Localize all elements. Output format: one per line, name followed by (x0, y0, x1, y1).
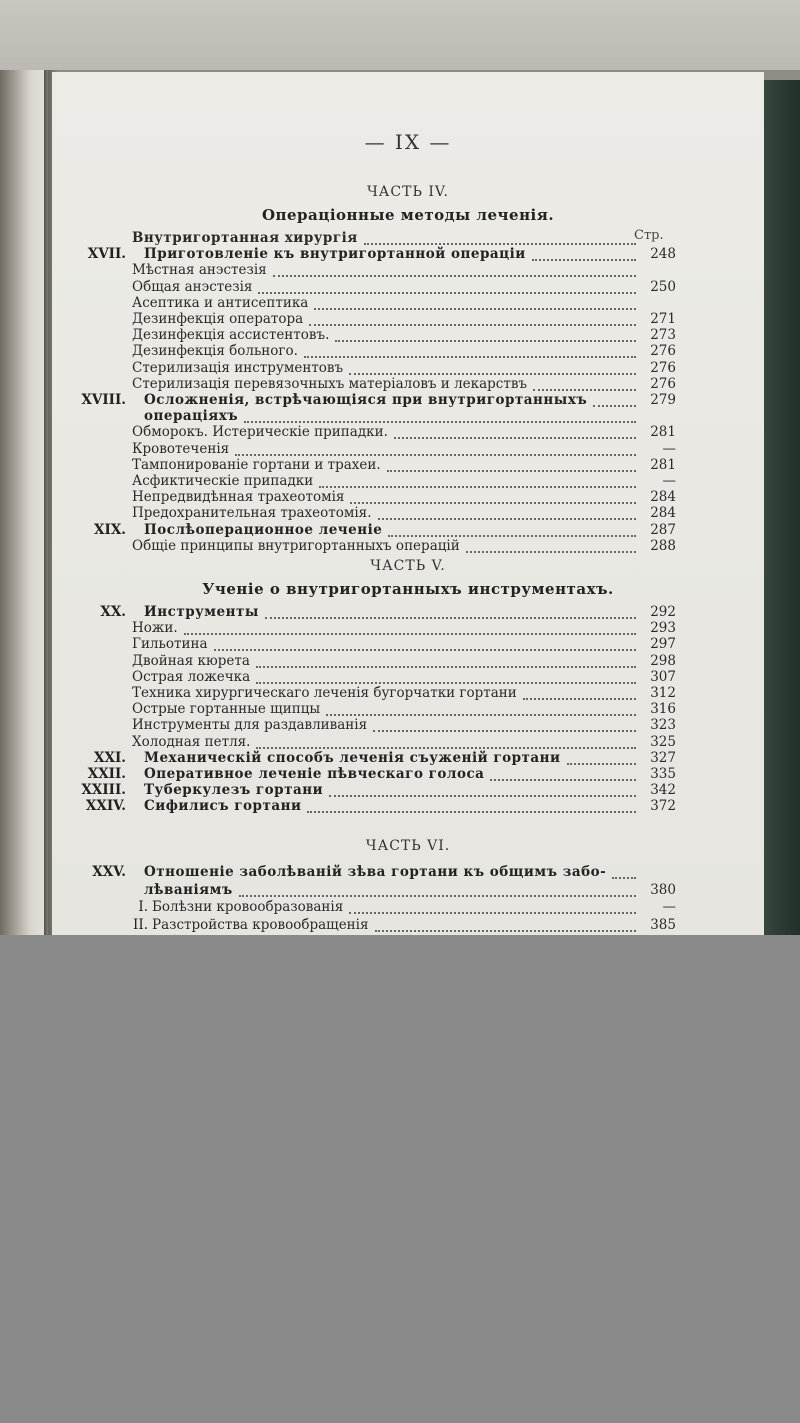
toc-row (52, 782, 764, 798)
toc-chapter-number: I. (138, 899, 148, 915)
toc-leader-dots (612, 876, 636, 879)
toc-leader-dots (319, 485, 636, 488)
toc-row (52, 899, 764, 915)
toc-page-number: 293 (650, 620, 676, 637)
toc-entry-text: Техника хирургическаго леченія бугорчатки гортани (132, 685, 517, 701)
toc-chapter-number: XX. (100, 604, 126, 620)
toc-entry-text: Общіе принципы внутригортанныхъ операцій (132, 537, 460, 554)
toc-row (52, 279, 764, 295)
toc-page-number: 335 (650, 766, 676, 782)
toc-page-number: 316 (650, 701, 676, 718)
toc-page-number: 288 (650, 537, 676, 554)
toc-row (52, 230, 764, 246)
toc-leader-dots (378, 517, 636, 520)
toc-row (52, 505, 764, 521)
toc-entry-text: Кровотеченія (132, 440, 230, 457)
toc-chapter-number: XXI. (94, 749, 126, 766)
toc-leader-dots (326, 713, 636, 716)
toc-leader-dots (387, 469, 636, 472)
toc-chapter-number: XVII. (87, 246, 126, 263)
toc-row (52, 392, 764, 408)
toc-entry-text: Стерилизація перевязочныхъ матеріаловъ и лекарствъ (132, 375, 528, 392)
toc-leader-dots (265, 616, 636, 619)
toc-row (52, 653, 764, 669)
toc-row (52, 685, 764, 701)
toc-leader-dots (533, 388, 636, 391)
toc-entry-text: Общая анэстезія (132, 278, 253, 295)
toc-row (52, 734, 764, 750)
toc-leader-dots (304, 355, 636, 358)
toc-entry-text: Острая ложечка (132, 668, 251, 685)
toc-page-number: — (662, 473, 676, 489)
toc-entry-text: Асфиктическіе припадки (132, 473, 314, 489)
toc-leader-dots (235, 453, 636, 456)
toc-leader-dots (329, 794, 636, 797)
toc-entry-text: Мѣстная анэстезія (132, 262, 267, 279)
toc-row (52, 636, 764, 652)
toc-page-number: 342 (650, 782, 676, 799)
toc-page-number: 276 (650, 375, 676, 392)
toc-leader-dots (593, 404, 636, 407)
toc-chapter-number: XXIII. (81, 782, 126, 799)
toc-entry-text: Туберкулезъ гортани (144, 782, 324, 799)
toc-page-number: 327 (650, 749, 676, 766)
toc-row (52, 489, 764, 505)
toc-leader-dots (258, 291, 636, 294)
toc-page-number: 292 (650, 604, 676, 620)
toc-leader-dots (214, 648, 636, 651)
toc-leader-dots (309, 323, 636, 326)
toc-page-number: 372 (650, 798, 676, 815)
toc-entry-text: Инструменты для раздавливанія (132, 717, 368, 734)
part-5-label: ЧАСТЬ V. (370, 558, 446, 574)
toc-page-number: 385 (650, 916, 676, 933)
toc-entry-text: Двойная кюрета (132, 652, 250, 669)
toc-page-number: 287 (650, 521, 676, 538)
toc-leader-dots (256, 746, 636, 749)
toc-leader-dots (239, 894, 636, 897)
toc-leader-dots (256, 665, 636, 668)
toc-page-number: 281 (650, 456, 676, 473)
toc-row (52, 538, 764, 554)
toc-leader-dots (523, 697, 636, 700)
toc-row (52, 522, 764, 538)
toc-entry-text: Острые гортанные щипцы (132, 701, 321, 718)
toc-entry-text: операціяхъ (144, 408, 239, 425)
running-head: — IX — (364, 130, 452, 154)
toc-entry-text: Предохранительная трахеотомія. (132, 505, 372, 522)
toc-leader-dots (273, 274, 636, 277)
toc-leader-dots (567, 762, 636, 765)
toc-leader-dots (335, 339, 636, 342)
toc-row (52, 295, 764, 311)
toc-row (52, 246, 764, 262)
toc-leader-dots (373, 729, 636, 732)
toc-row (52, 408, 764, 424)
toc-entry-text: Дезинфекція ассистентовъ. (132, 327, 330, 344)
toc-row (52, 798, 764, 814)
toc-entry-text: Асептика и антисептика (132, 294, 309, 311)
toc-row (52, 327, 764, 343)
toc-leader-dots (388, 534, 636, 537)
toc-row (52, 424, 764, 440)
toc-page-number: 273 (650, 327, 676, 344)
toc-row (52, 457, 764, 473)
toc-entry-text: Стерилизація инструментовъ (132, 359, 344, 376)
toc-page-number: 276 (650, 343, 676, 360)
toc-leader-dots (244, 420, 636, 423)
toc-entry-text: Холодная петля. (132, 733, 251, 750)
toc-chapter-number: XXII. (87, 766, 126, 782)
page-column-label: Стр. (634, 228, 664, 243)
toc-entry-text: Непредвидѣнная трахеотомія (132, 489, 345, 506)
toc-row (52, 360, 764, 376)
toc-leader-dots (314, 307, 636, 310)
toc-chapter-number: XIX. (94, 521, 126, 538)
toc-row (52, 766, 764, 782)
toc-leader-dots (256, 681, 636, 684)
toc-row (52, 376, 764, 392)
toc-page-number: 284 (650, 505, 676, 522)
toc-page-number: 284 (650, 489, 676, 506)
toc-entry-text: Гильотина (132, 636, 208, 653)
part-4-label: ЧАСТЬ IV. (366, 184, 449, 200)
toc-row (52, 473, 764, 489)
toc-leader-dots (532, 258, 636, 261)
toc-page-number: 380 (650, 881, 676, 898)
toc-page-number: 297 (650, 636, 676, 653)
toc-entry-text: Сифилисъ гортани (144, 798, 302, 815)
toc-page-number: 281 (650, 424, 676, 441)
toc-page-number: 276 (650, 359, 676, 376)
book-cover-edge (758, 80, 800, 945)
toc-row (52, 917, 764, 933)
toc-entry-text: Оперативное леченіе пѣвческаго голоса (144, 766, 485, 782)
toc-entry-text: Послѣоперационное леченіе (144, 521, 383, 538)
toc-leader-dots (307, 810, 636, 813)
toc-page-number: 312 (650, 685, 676, 701)
toc-page-number: 248 (650, 246, 676, 263)
book-page (52, 72, 764, 945)
toc-page-number: 279 (650, 392, 676, 408)
toc-row (52, 604, 764, 620)
toc-leader-dots (349, 372, 636, 375)
left-page-edge (0, 70, 48, 945)
toc-entry-text: Приготовленіе къ внутригортанной операціи (144, 246, 526, 263)
toc-entry-text: Болѣзни кровообразованія (152, 899, 344, 915)
toc-page-number: — (662, 899, 676, 915)
toc-entry-text: Обморокъ. Истерическіе припадки. (132, 424, 388, 441)
toc-entry-text: Осложненія, встрѣчающіяся при внутригортанныхъ (144, 392, 588, 408)
toc-leader-dots (375, 929, 636, 932)
toc-row (52, 750, 764, 766)
toc-entry-text: лѣваніямъ (144, 881, 233, 898)
toc-row (52, 343, 764, 359)
gray-overlay (0, 935, 800, 1423)
toc-leader-dots (394, 436, 636, 439)
toc-page-number: 325 (650, 733, 676, 750)
part-6-label: ЧАСТЬ VI. (365, 838, 451, 854)
toc-chapter-number: XXV. (92, 864, 126, 880)
toc-entry-text: Ножи. (132, 620, 178, 637)
toc-entry-text: Дезинфекція оператора (132, 311, 304, 327)
toc-entry-text: Дезинфекція больного. (132, 343, 298, 360)
toc-entry-text: Механическій способъ леченія съуженій гортани (144, 749, 561, 766)
toc-row (52, 717, 764, 733)
toc-page-number: 298 (650, 652, 676, 669)
toc-entry-text: Тампонированіе гортани и трахеи. (132, 456, 381, 473)
toc-entry-text: Отношеніе заболѣваній зѣва гортани къ общимъ забо- (144, 864, 607, 880)
toc-row (52, 701, 764, 717)
toc-leader-dots (350, 501, 636, 504)
toc-leader-dots (490, 778, 636, 781)
toc-row (52, 864, 764, 880)
toc-leader-dots (466, 550, 636, 553)
toc-chapter-number: XXIV. (85, 798, 126, 815)
toc-leader-dots (349, 911, 636, 914)
toc-page-number: 307 (650, 668, 676, 685)
toc-page-number: 271 (650, 311, 676, 327)
toc-page-number: 323 (650, 717, 676, 734)
toc-leader-dots (184, 632, 636, 635)
toc-page-number: — (662, 440, 676, 457)
toc-entry-text: Инструменты (144, 604, 259, 620)
toc-chapter-number: II. (133, 916, 148, 933)
toc-row (52, 311, 764, 327)
toc-chapter-number: XVIII. (81, 392, 126, 408)
toc-row (52, 262, 764, 278)
toc-row (52, 669, 764, 685)
toc-row (52, 620, 764, 636)
toc-page-number: 250 (650, 278, 676, 295)
toc-row (52, 441, 764, 457)
part-4-title: Операціонные методы леченія. (261, 206, 555, 224)
part-5-title: Ученіе о внутригортанныхъ инструментахъ. (202, 580, 614, 598)
toc-entry-text: Внутригортанная хирургія (132, 230, 358, 246)
toc-entry-text: Разстройства кровообращенія (152, 916, 369, 933)
toc-leader-dots (364, 242, 636, 245)
toc-row (52, 882, 764, 898)
